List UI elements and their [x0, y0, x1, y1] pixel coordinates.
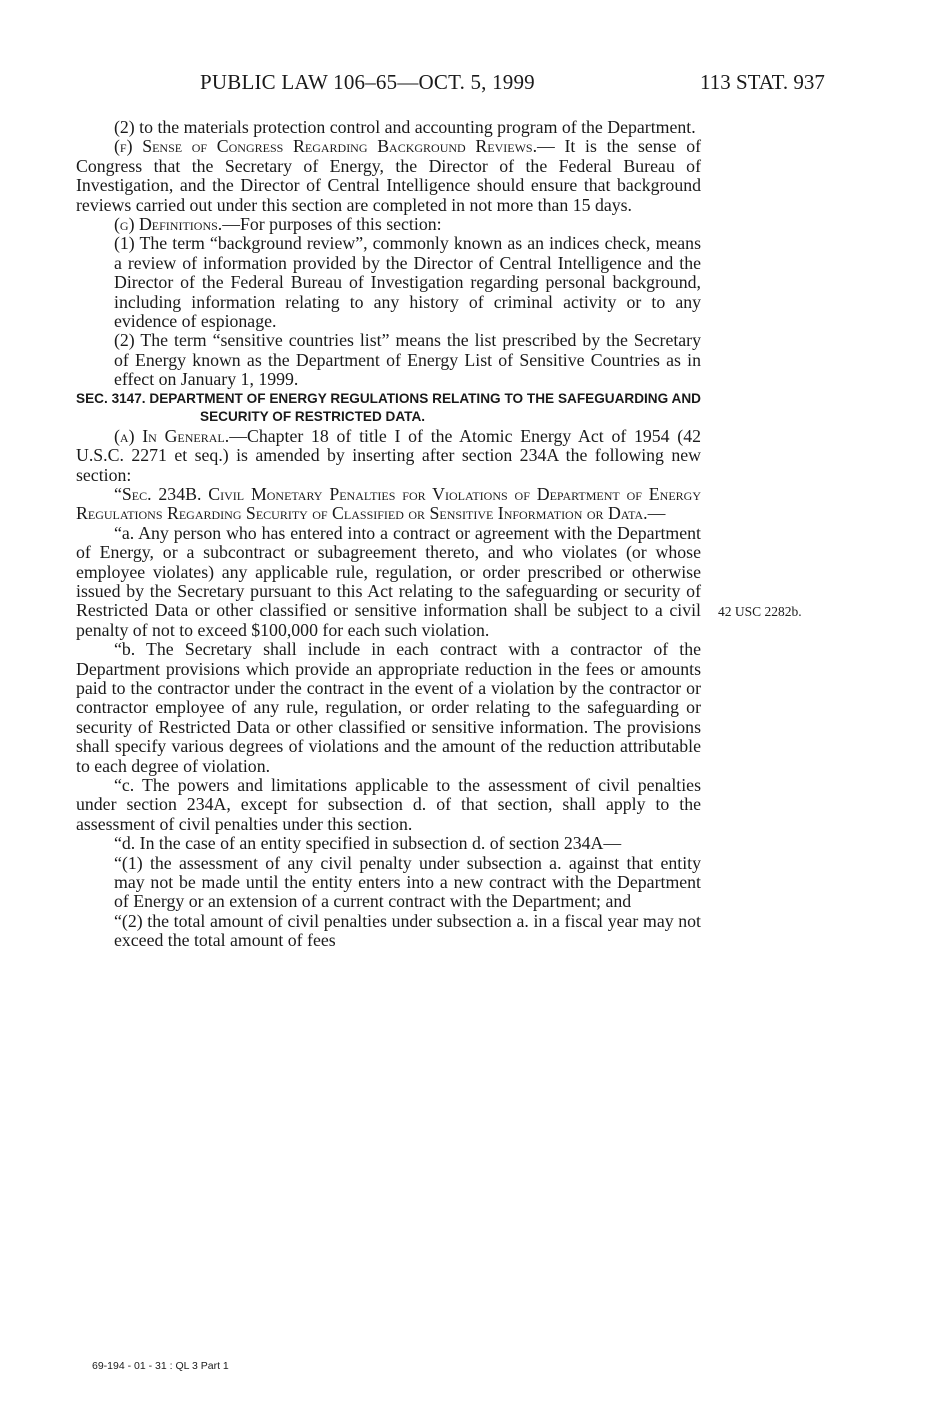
paragraph-civil-penalty-a: “a. Any person who has entered into a contract or agreement with the Department of Energy, or a subcontract or subagreement thereto, and who violates (or whose employee violates) any applicable rule, regulation, or order prescribed or otherwise issued by the Secretary pursuant to this Act relating to the safeguarding or security of Restricted Data or other classified or sensitive information shall be subject to a civil penalty of not to exceed $100,000 for each such violation. [76, 522, 701, 640]
paragraph-g [76, 215, 701, 234]
subsection-f-text: It is the sense of Congress that the Secretary of Energy, the Director of the Federal Bureau of Investigation, and the Director of Central Intelligence should ensure that background reviews carried out under this section are completed in not more than 15 days. [76, 136, 701, 215]
paragraph-materials-protection: (2) to the materials protection control and accounting program of the Department. [114, 117, 696, 137]
statute-page-number: 113 STAT. 937 [700, 70, 825, 94]
subsection-a-heading: (a) In General.— [114, 425, 247, 446]
paragraph-entity-d: “d. In the case of an entity specified in subsection d. of section 234A— [114, 833, 622, 854]
paragraph-powers-limitations-c: “c. The powers and limitations applicable to the assessment of civil penalties under section 234A, except for subsection d. of that section, shall apply to the assessment of civil penalties under this section. [76, 775, 701, 834]
paragraph-d1: “(1) the assessment of any civil penalty under subsection a. against that entity may not be made until the entity enters into a new contract with the Department of Energy or an extension of a current contract with the Department; and [114, 852, 701, 912]
subsection-f-heading: (f) Sense of Congress Regarding Background Reviews.— [114, 136, 555, 157]
section-234b-heading: “Sec. 234B. Civil Monetary Penalties for Violations of Department of Energy Regulations Regarding Security of Classified or Sensitive Information or Data.— [76, 483, 701, 524]
printer-footer: 69-194 - 01 - 31 : QL 3 Part 1 [92, 1360, 229, 1372]
definition-sensitive-countries: (2) The term “sensitive countries list” means the list prescribed by the Secretary of Energy known as the Department of Energy List of Sensitive Countries as in effect on January 1, 1999. [114, 330, 701, 390]
subsection-a-text: Chapter 18 of title I of the Atomic Energy Act of 1954 (42 U.S.C. 2271 et seq.) is amended by inserting after section 234A the following new section: [76, 425, 702, 485]
paragraph-f [76, 137, 701, 215]
running-header-title: PUBLIC LAW 106–65—OCT. 5, 1999 [200, 70, 535, 94]
definition-background-review: (1) The term “background review”, commonly known as an indices check, means a review of information provided by the Director of Central Intelligence and the Director of the Federal Bureau of Investigation regarding personal background, including information relating to any history of criminal activity or to any evidence of espionage. [114, 233, 701, 332]
body-text [76, 118, 701, 951]
paragraph-d2: “(2) the total amount of civil penalties under subsection a. in a fiscal year may not exceed the total amount of fees [114, 910, 701, 951]
paragraph-contract-reduction-b: “b. The Secretary shall include in each contract with a contractor of the Department provisions which provide an appropriate reduction in the fees or amounts paid to the contractor under the contract in the event of a violation by the contractor or contractor employee of any rule, regulation, or order relating to the safeguarding or security of Restricted Data or other classified or sensitive information. The provisions shall specify various degrees of violations and the amount of the reduction attributable to each degree of violation. [76, 639, 701, 776]
subsection-g-heading: (g) Definitions.— [114, 214, 241, 235]
section-heading: SEC. 3147. DEPARTMENT OF ENERGY REGULATIONS RELATING TO THE SAFEGUARDING AND SECURITY OF RESTRICTED DATA. [76, 390, 701, 425]
usc-margin-note: 42 USC 2282b. [718, 604, 802, 619]
paragraph-a [76, 427, 701, 485]
subsection-g-text: For purposes of this section: [240, 214, 442, 235]
